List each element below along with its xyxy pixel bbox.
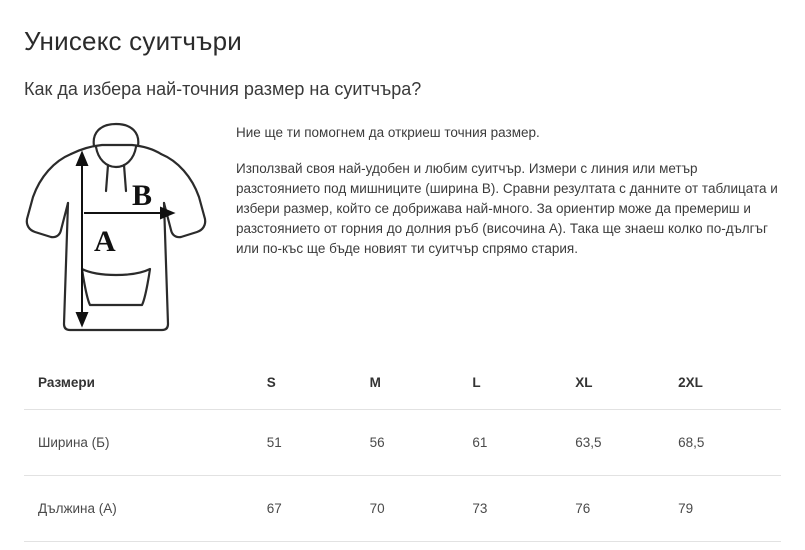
table-header-size-l: L [472, 357, 575, 410]
row-label-width: Ширина (Б) [24, 409, 267, 475]
cell-length-l: 73 [472, 475, 575, 541]
row-label-length: Дължина (А) [24, 475, 267, 541]
table-header-size-2xl: 2XL [678, 357, 781, 410]
cell-width-m: 56 [370, 409, 473, 475]
size-table [24, 357, 781, 542]
page-subtitle: Как да избера най-точния размер на суитчъра? [24, 79, 422, 100]
cell-width-xl: 63,5 [575, 409, 678, 475]
hoodie-icon [24, 119, 214, 339]
page-title: Унисекс суитчъри [24, 26, 242, 56]
size-table-body [24, 409, 781, 541]
cell-width-l: 61 [472, 409, 575, 475]
cell-length-2xl: 79 [678, 475, 781, 541]
table-header-size-s: S [267, 357, 370, 410]
table-header-row [24, 357, 781, 410]
table-header-size-m: M [370, 357, 473, 410]
figure-label-width: B [132, 178, 153, 212]
intro-paragraph-2: Използвай своя най-удобен и любим суитчър. Измери с линия или метър разстоянието под мишниците (ширина B). Сравни резултата с данните от таблицата и избери размер, който се добрижава най-много. За ориентир може да премериш и разстоянието от горния до долния ръб (височина A). Така ще знаеш колко по-дългъг или по-къс ще бъде новият ти суитчър спрямо стария. [236, 160, 778, 256]
cell-length-s: 67 [267, 475, 370, 541]
intro-section [24, 119, 781, 339]
cell-length-m: 70 [370, 475, 473, 541]
cell-length-xl: 76 [575, 475, 678, 541]
table-row [24, 409, 781, 475]
table-row [24, 475, 781, 541]
table-header-label: Размери [24, 357, 267, 410]
intro-paragraph-1: Ние ще ти помогнем да откриеш точния размер. [236, 124, 540, 140]
cell-width-2xl: 68,5 [678, 409, 781, 475]
intro-text [236, 119, 781, 259]
hoodie-measurement-diagram [24, 119, 214, 339]
cell-width-s: 51 [267, 409, 370, 475]
size-table-head [24, 357, 781, 410]
table-header-size-xl: XL [575, 357, 678, 410]
figure-label-length: A [94, 224, 116, 258]
